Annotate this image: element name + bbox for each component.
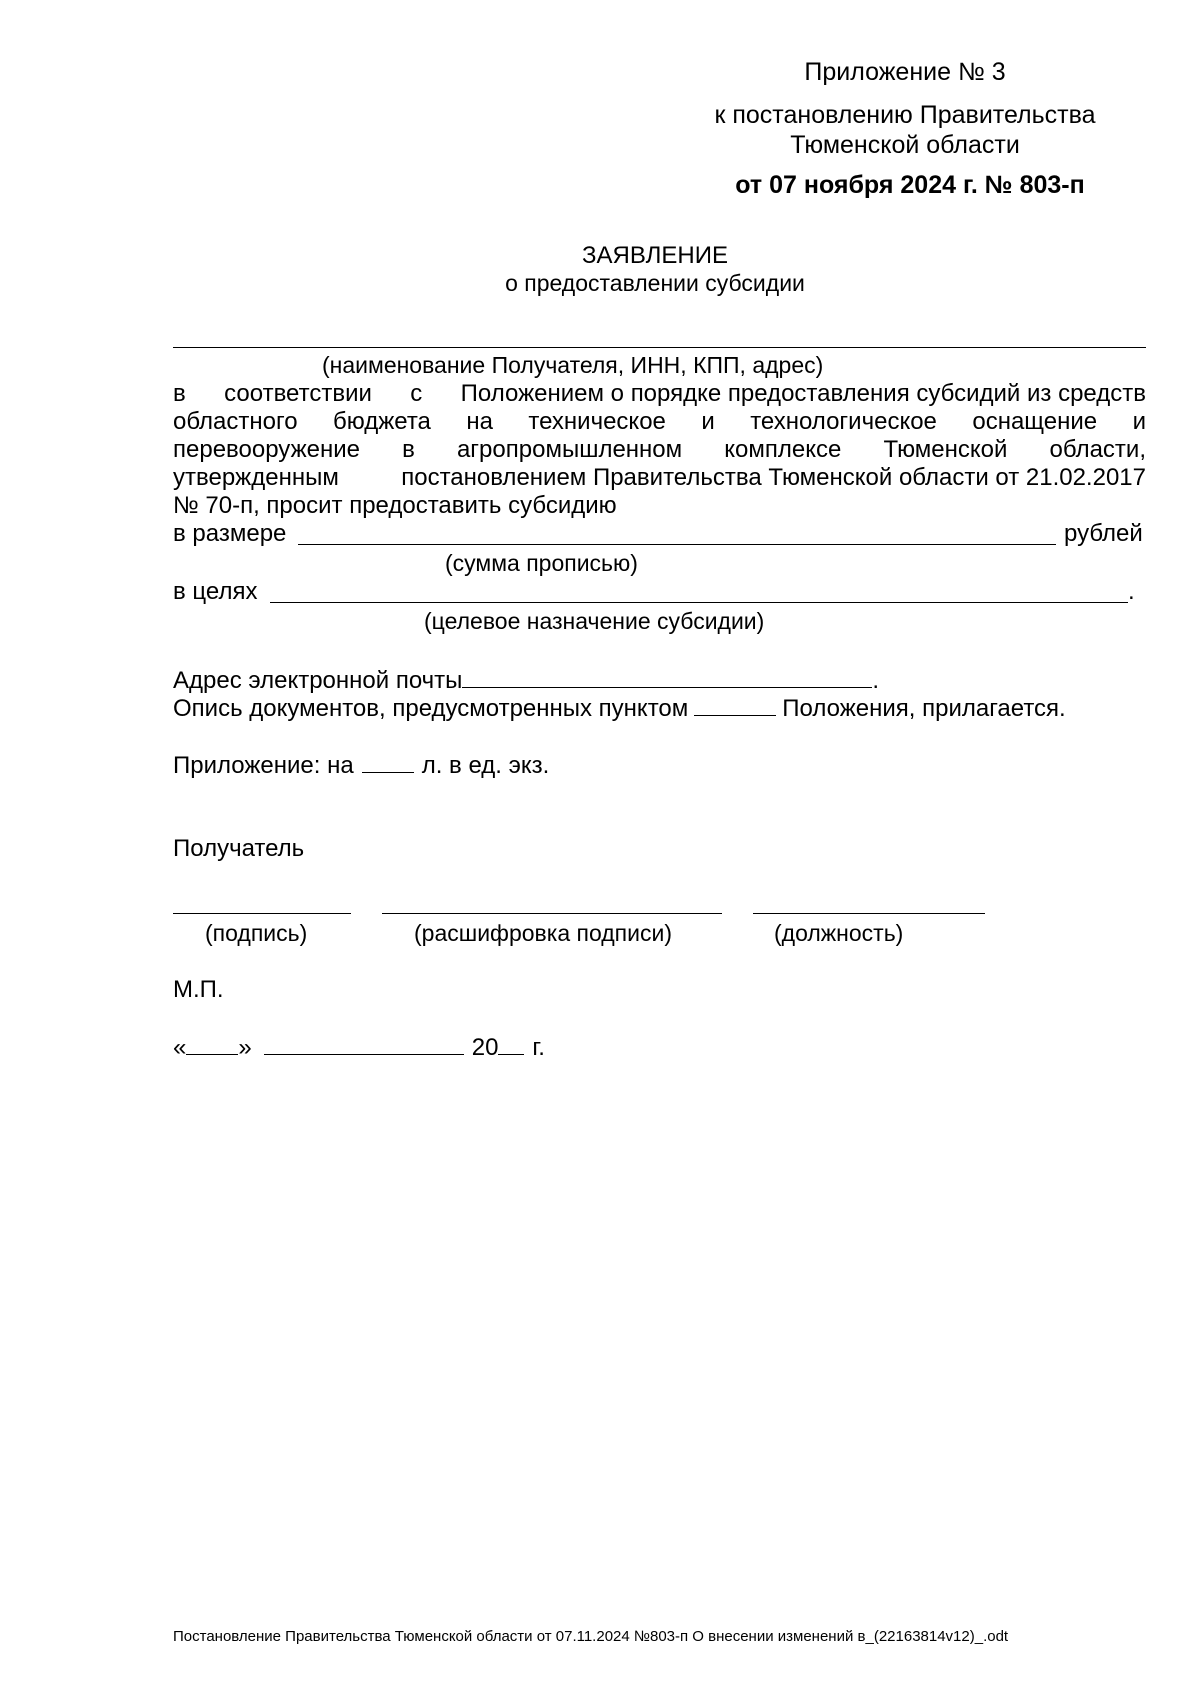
body-word: соответствии xyxy=(224,380,372,407)
body-line-3 xyxy=(173,436,1146,464)
body-word: утвержденным xyxy=(173,464,339,491)
body-word: и xyxy=(1132,408,1146,435)
purpose-blank xyxy=(270,602,1128,603)
body-word: Положением о порядке предоставления субсидий из средств xyxy=(460,380,1146,407)
position-blank xyxy=(753,913,985,914)
amount-label: в размере xyxy=(173,520,287,547)
email-line xyxy=(173,665,879,695)
inventory-line xyxy=(173,693,1066,723)
recipient-label: Получатель xyxy=(173,835,305,862)
body-word: в xyxy=(173,380,186,407)
annex-number: Приложение № 3 xyxy=(804,58,1006,86)
body-word: бюджета xyxy=(332,408,431,435)
date-open-quote: « xyxy=(173,1034,187,1061)
body-line-1 xyxy=(173,380,1146,408)
body-word: на xyxy=(466,408,493,435)
year-blank xyxy=(498,1032,524,1055)
body-word: с xyxy=(410,380,423,407)
body-word: областного xyxy=(173,408,298,435)
body-word: постановлением Правительства Тюменской области от 21.02.2017 xyxy=(401,464,1146,491)
attachment-line xyxy=(173,750,549,780)
email-end: . xyxy=(872,667,880,694)
signature-decoding-hint: (расшифровка подписи) xyxy=(414,920,672,946)
body-word: техническое xyxy=(528,408,666,435)
purpose-hint: (целевое назначение субсидии) xyxy=(424,608,765,634)
date-line xyxy=(173,1032,545,1062)
attachment-suffix: л. в ед. экз. xyxy=(421,752,550,779)
body-word: в xyxy=(402,436,415,463)
applicant-hint: (наименование Получателя, ИНН, КПП, адрес) xyxy=(322,352,824,378)
month-blank xyxy=(264,1032,464,1055)
attachment-label: Приложение: на xyxy=(173,752,354,779)
amount-blank xyxy=(298,544,1056,545)
annex-date-number: от 07 ноября 2024 г. № 803-п xyxy=(735,171,1085,199)
signature-blank xyxy=(173,913,351,914)
inventory-blank xyxy=(694,693,776,716)
body-word: комплексе xyxy=(724,436,842,463)
inventory-label: Опись документов, предусмотренных пунктом xyxy=(173,695,689,722)
day-blank xyxy=(186,1032,238,1055)
email-label: Адрес электронной почты xyxy=(173,667,463,694)
email-blank xyxy=(462,665,872,688)
body-word: области, xyxy=(1049,436,1146,463)
body-word: агропромышленном xyxy=(456,436,683,463)
signature-hint: (подпись) xyxy=(205,920,308,946)
document-footer: Постановление Правительства Тюменской области от 07.11.2024 №803-п О внесении изменений в_(22163814v12)_.odt xyxy=(173,1628,1009,1645)
attachment-blank xyxy=(362,750,414,773)
annex-reference: к постановлению Правительства Тюменской области xyxy=(714,101,1096,159)
body-word: технологическое xyxy=(750,408,937,435)
document-subtitle: о предоставлении субсидии xyxy=(505,270,805,296)
body-word: Тюменской xyxy=(883,436,1008,463)
inventory-suffix: Положения, прилагается. xyxy=(782,695,1066,722)
body-line-4 xyxy=(173,464,1146,492)
body-word: и xyxy=(701,408,715,435)
body-word: перевооружение xyxy=(173,436,360,463)
body-line-2 xyxy=(173,408,1146,436)
position-hint: (должность) xyxy=(774,920,904,946)
body-line-5: № 70-п, просит предоставить субсидию xyxy=(173,492,617,519)
year-prefix: 20 xyxy=(471,1034,499,1061)
date-close-quote: » xyxy=(238,1034,252,1061)
seal-mark: М.П. xyxy=(173,976,224,1003)
purpose-end: . xyxy=(1128,578,1135,605)
applicant-blank-line xyxy=(173,347,1146,348)
body-word: оснащение xyxy=(972,408,1098,435)
signature-decoding-blank xyxy=(382,913,722,914)
document-title: ЗАЯВЛЕНИЕ xyxy=(582,242,728,269)
year-suffix: г. xyxy=(532,1034,545,1061)
amount-hint: (сумма прописью) xyxy=(445,550,638,576)
purpose-label: в целях xyxy=(173,578,258,605)
amount-currency: рублей xyxy=(1064,520,1143,547)
